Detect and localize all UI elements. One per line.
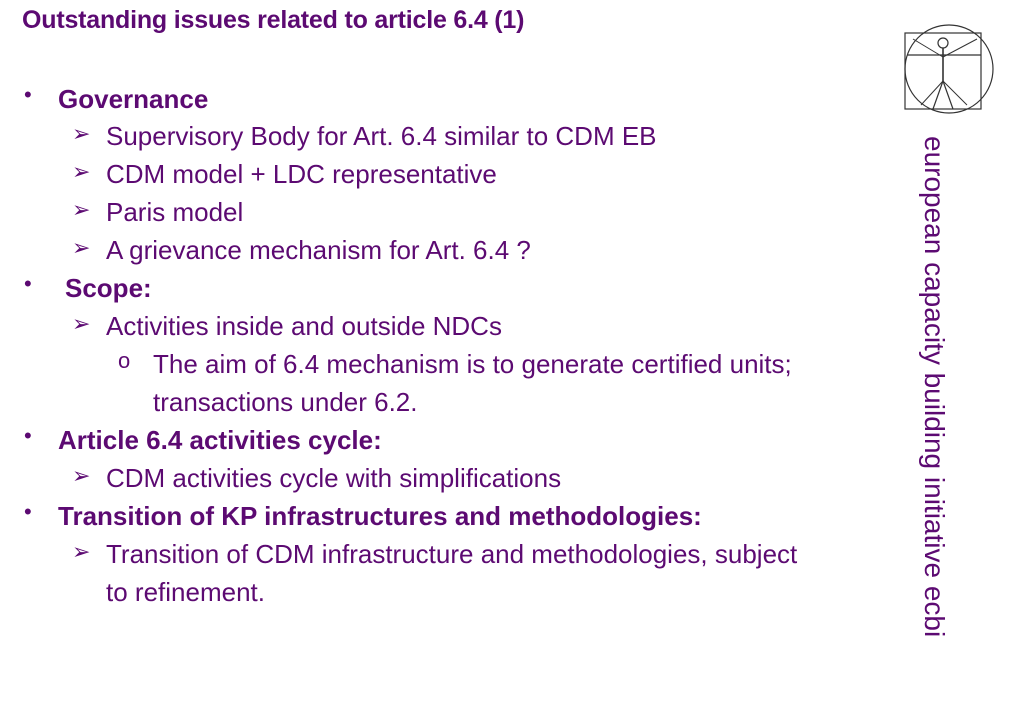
list-item: Activities inside and outside NDCs xyxy=(106,311,502,341)
slide-title: Outstanding issues related to article 6.4 (1) xyxy=(22,6,525,34)
list-item-continuation: to refinement. xyxy=(106,577,265,607)
list-item: CDM activities cycle with simplifications xyxy=(106,463,562,493)
organization-name-vertical xyxy=(918,136,950,637)
vitruvian-man-logo-icon xyxy=(899,19,999,119)
section-heading-activities-cycle: Article 6.4 activities cycle: xyxy=(58,425,382,455)
arrow-bullet-icon: ➢ xyxy=(72,539,91,564)
bullet-dot: • xyxy=(24,423,32,448)
arrow-bullet-icon: ➢ xyxy=(72,235,91,260)
section-heading-scope: Scope: xyxy=(65,273,152,303)
org-acronym: ecbi xyxy=(919,585,950,638)
list-item: CDM model + LDC representative xyxy=(106,159,497,189)
sub-list-item-continuation: transactions under 6.2. xyxy=(153,387,418,417)
arrow-bullet-icon: ➢ xyxy=(72,463,91,488)
list-item: Transition of CDM infrastructure and methodologies, subject xyxy=(106,539,798,569)
sub-list-item: The aim of 6.4 mechanism is to generate certified units; xyxy=(153,349,792,379)
bullet-dot: • xyxy=(24,499,32,524)
list-item: Paris model xyxy=(106,197,244,227)
section-heading-governance: Governance xyxy=(58,84,209,114)
bullet-dot: • xyxy=(24,82,32,107)
section-heading-transition: Transition of KP infrastructures and methodologies: xyxy=(58,501,702,531)
arrow-bullet-icon: ➢ xyxy=(72,197,91,222)
arrow-bullet-icon: ➢ xyxy=(72,159,91,184)
arrow-bullet-icon: ➢ xyxy=(72,311,91,336)
bullet-dot: • xyxy=(24,271,32,296)
arrow-bullet-icon: ➢ xyxy=(72,121,91,146)
list-item: A grievance mechanism for Art. 6.4 ? xyxy=(106,235,531,265)
circle-bullet-icon: o xyxy=(118,348,131,373)
list-item: Supervisory Body for Art. 6.4 similar to CDM EB xyxy=(106,121,657,151)
org-name: european capacity building initiative xyxy=(919,136,950,579)
